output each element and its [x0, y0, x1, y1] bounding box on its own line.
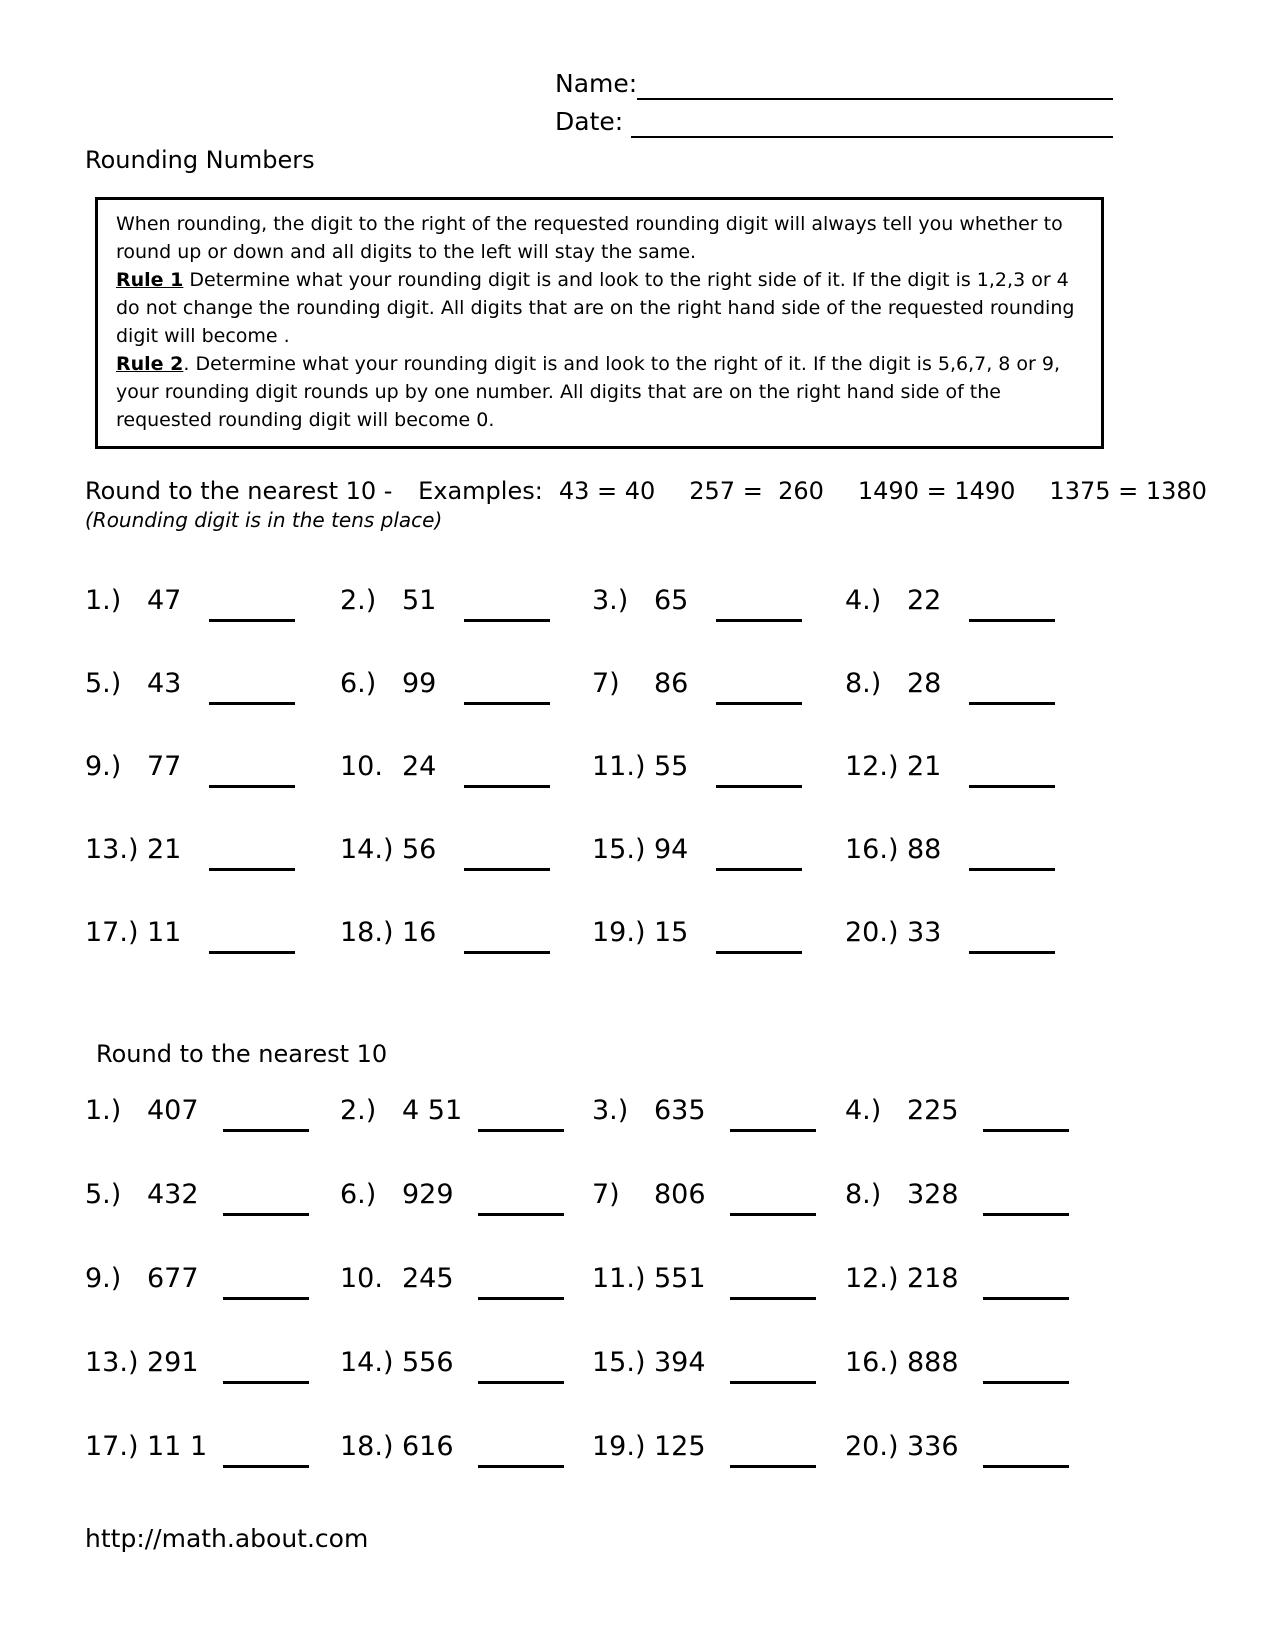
rules-intro: When rounding, the digit to the right of the requested rounding digit will always tell you whether to round up or down and all digits to the left will stay the same. — [116, 213, 1063, 263]
problem-value: 22 — [907, 585, 942, 616]
problem-number: 7) — [592, 1179, 620, 1210]
problem-number: 18.) — [340, 1431, 394, 1462]
problem-value: 929 — [402, 1179, 454, 1210]
problem-value: 65 — [654, 585, 689, 616]
rule-1-text: Determine what your rounding digit is and look to the right side of it. If the digit is 1,2,3 or 4 do not change the rounding digit. All digits that are on the right hand side of the requested rounding digit will become . — [116, 269, 1075, 347]
example-item: 1375 = 1380 — [1049, 477, 1207, 505]
problem-number: 13.) — [85, 1347, 139, 1378]
problem-number: 4.) — [845, 1095, 882, 1126]
problem-value: 43 — [147, 668, 182, 699]
problem-number: 5.) — [85, 1179, 122, 1210]
answer-blank[interactable] — [464, 834, 550, 871]
answer-blank[interactable] — [209, 751, 295, 788]
answer-blank[interactable] — [223, 1347, 309, 1384]
problem-number: 15.) — [592, 1347, 646, 1378]
rule-1 — [116, 266, 1085, 350]
problem-number: 7) — [592, 668, 620, 699]
example-item: 257 = 260 — [689, 477, 824, 505]
problem-value: 51 — [402, 585, 437, 616]
rule-1-label: Rule 1 — [116, 269, 184, 291]
answer-blank[interactable] — [730, 1347, 816, 1384]
answer-blank[interactable] — [464, 917, 550, 954]
problem-number: 12.) — [845, 1263, 899, 1294]
problem-item — [85, 751, 340, 834]
problem-item — [85, 1263, 340, 1347]
problem-item — [845, 751, 1100, 834]
problem-value: 55 — [654, 751, 689, 782]
problem-value: 47 — [147, 585, 182, 616]
problem-item — [592, 1347, 845, 1431]
problem-item — [85, 1347, 340, 1431]
problem-value: 551 — [654, 1263, 706, 1294]
problem-item — [845, 1095, 1100, 1179]
name-row — [555, 62, 1113, 100]
answer-blank[interactable] — [969, 751, 1055, 788]
problem-value: 432 — [147, 1179, 199, 1210]
answer-blank[interactable] — [478, 1263, 564, 1300]
name-label: Name: — [555, 69, 638, 98]
answer-blank[interactable] — [223, 1263, 309, 1300]
problem-item — [340, 1431, 592, 1515]
answer-blank[interactable] — [983, 1095, 1069, 1132]
problem-number: 9.) — [85, 1263, 122, 1294]
problem-value: 218 — [907, 1263, 959, 1294]
problem-value: 16 — [402, 917, 437, 948]
rule-2-label: Rule 2 — [116, 353, 184, 375]
problem-item — [85, 834, 340, 917]
problem-value: 407 — [147, 1095, 199, 1126]
problem-item — [85, 585, 340, 668]
problem-value: 88 — [907, 834, 942, 865]
problem-value: 21 — [907, 751, 942, 782]
problem-item — [340, 585, 592, 668]
name-blank-line[interactable] — [637, 68, 1113, 100]
problem-value: 616 — [402, 1431, 454, 1462]
problem-item — [340, 751, 592, 834]
answer-blank[interactable] — [464, 668, 550, 705]
rule-2 — [116, 350, 1085, 434]
answer-blank[interactable] — [730, 1095, 816, 1132]
problem-item — [845, 668, 1100, 751]
answer-blank[interactable] — [478, 1431, 564, 1468]
problem-item — [845, 585, 1100, 668]
date-row — [555, 100, 1113, 138]
source-url: http://math.about.com — [85, 1524, 369, 1553]
problem-item — [340, 917, 592, 1000]
problem-number: 10. — [340, 1263, 383, 1294]
problem-value: 225 — [907, 1095, 959, 1126]
problem-item — [592, 1179, 845, 1263]
section1-subheading: (Rounding digit is in the tens place) — [85, 508, 443, 532]
answer-blank[interactable] — [716, 834, 802, 871]
problem-number: 2.) — [340, 1095, 377, 1126]
answer-blank[interactable] — [464, 585, 550, 622]
problem-number: 11.) — [592, 751, 646, 782]
section1-problems — [85, 585, 1100, 1000]
problem-item — [340, 1263, 592, 1347]
answer-blank[interactable] — [969, 585, 1055, 622]
problem-number: 13.) — [85, 834, 139, 865]
problem-value: 635 — [654, 1095, 706, 1126]
answer-blank[interactable] — [716, 751, 802, 788]
problem-item — [340, 1347, 592, 1431]
answer-blank[interactable] — [223, 1431, 309, 1468]
problem-value: 94 — [654, 834, 689, 865]
problem-number: 6.) — [340, 1179, 377, 1210]
problem-value: 4 51 — [402, 1095, 463, 1126]
problem-number: 2.) — [340, 585, 377, 616]
problem-number: 9.) — [85, 751, 122, 782]
name-date-block — [555, 62, 1113, 138]
problem-number: 18.) — [340, 917, 394, 948]
problem-number: 19.) — [592, 1431, 646, 1462]
date-label: Date: — [555, 107, 624, 136]
rule-2-text: . Determine what your rounding digit is and look to the right of it. If the digit is 5,6,7, 8 or 9, your rounding digit rounds up by one number. All digits that are on the right hand side of the requested rounding digit will become 0. — [116, 353, 1061, 431]
problem-value: 888 — [907, 1347, 959, 1378]
problem-number: 1.) — [85, 585, 122, 616]
problem-number: 8.) — [845, 668, 882, 699]
example-item: 43 = 40 — [558, 477, 656, 505]
problem-item — [592, 1095, 845, 1179]
answer-blank[interactable] — [478, 1179, 564, 1216]
problem-number: 14.) — [340, 1347, 394, 1378]
problem-value: 21 — [147, 834, 182, 865]
problem-number: 16.) — [845, 1347, 899, 1378]
problem-value: 11 — [147, 917, 182, 948]
answer-blank[interactable] — [209, 668, 295, 705]
answer-blank[interactable] — [716, 668, 802, 705]
problem-value: 245 — [402, 1263, 454, 1294]
section2-heading: Round to the nearest 10 — [96, 1040, 388, 1068]
problem-value: 77 — [147, 751, 182, 782]
problem-number: 12.) — [845, 751, 899, 782]
problem-value: 125 — [654, 1431, 706, 1462]
answer-blank[interactable] — [969, 668, 1055, 705]
problem-item — [85, 1179, 340, 1263]
problem-item — [592, 668, 845, 751]
problem-number: 16.) — [845, 834, 899, 865]
problem-item — [592, 585, 845, 668]
answer-blank[interactable] — [716, 917, 802, 954]
problem-number: 17.) — [85, 917, 139, 948]
problem-item — [85, 917, 340, 1000]
answer-blank[interactable] — [464, 751, 550, 788]
problem-item — [340, 668, 592, 751]
problem-number: 6.) — [340, 668, 377, 699]
date-blank-line[interactable] — [631, 106, 1113, 138]
section1-heading-row — [85, 477, 1207, 505]
problem-value: 677 — [147, 1263, 199, 1294]
problem-value: 11 1 — [147, 1431, 208, 1462]
problem-number: 3.) — [592, 585, 629, 616]
problem-item — [845, 834, 1100, 917]
problem-item — [340, 1095, 592, 1179]
answer-blank[interactable] — [983, 1263, 1069, 1300]
problem-value: 24 — [402, 751, 437, 782]
problem-item — [592, 1431, 845, 1515]
problem-number: 8.) — [845, 1179, 882, 1210]
problem-value: 28 — [907, 668, 942, 699]
rules-box — [95, 197, 1104, 449]
answer-blank[interactable] — [209, 585, 295, 622]
problem-number: 17.) — [85, 1431, 139, 1462]
problem-item — [85, 668, 340, 751]
answer-blank[interactable] — [209, 834, 295, 871]
answer-blank[interactable] — [983, 1347, 1069, 1384]
answer-blank[interactable] — [478, 1095, 564, 1132]
problem-value: 806 — [654, 1179, 706, 1210]
page-title: Rounding Numbers — [85, 146, 315, 174]
problem-value: 99 — [402, 668, 437, 699]
answer-blank[interactable] — [983, 1431, 1069, 1468]
answer-blank[interactable] — [969, 834, 1055, 871]
problem-value: 56 — [402, 834, 437, 865]
problem-item — [340, 1179, 592, 1263]
answer-blank[interactable] — [223, 1179, 309, 1216]
problem-value: 328 — [907, 1179, 959, 1210]
problem-number: 1.) — [85, 1095, 122, 1126]
problem-number: 20.) — [845, 1431, 899, 1462]
problem-item — [845, 1179, 1100, 1263]
problem-number: 5.) — [85, 668, 122, 699]
problem-value: 394 — [654, 1347, 706, 1378]
problem-number: 11.) — [592, 1263, 646, 1294]
problem-value: 291 — [147, 1347, 199, 1378]
answer-blank[interactable] — [969, 917, 1055, 954]
problem-number: 3.) — [592, 1095, 629, 1126]
problem-item — [85, 1431, 340, 1515]
answer-blank[interactable] — [730, 1431, 816, 1468]
answer-blank[interactable] — [223, 1095, 309, 1132]
problem-number: 15.) — [592, 834, 646, 865]
problem-value: 86 — [654, 668, 689, 699]
answer-blank[interactable] — [730, 1263, 816, 1300]
problem-item — [592, 1263, 845, 1347]
problem-item — [592, 917, 845, 1000]
example-item: 1490 = 1490 — [857, 477, 1016, 505]
problem-item — [592, 834, 845, 917]
section2-problems — [85, 1095, 1100, 1515]
answer-blank[interactable] — [730, 1179, 816, 1216]
problem-item — [845, 1263, 1100, 1347]
problem-value: 556 — [402, 1347, 454, 1378]
problem-value: 15 — [654, 917, 689, 948]
problem-number: 10. — [340, 751, 383, 782]
problem-item — [592, 751, 845, 834]
problem-number: 4.) — [845, 585, 882, 616]
answer-blank[interactable] — [478, 1347, 564, 1384]
problem-number: 20.) — [845, 917, 899, 948]
problem-item — [85, 1095, 340, 1179]
problem-number: 14.) — [340, 834, 394, 865]
problem-item — [845, 1431, 1100, 1515]
problem-item — [845, 917, 1100, 1000]
problem-item — [340, 834, 592, 917]
problem-number: 19.) — [592, 917, 646, 948]
problem-item — [845, 1347, 1100, 1431]
answer-blank[interactable] — [983, 1179, 1069, 1216]
answer-blank[interactable] — [716, 585, 802, 622]
problem-value: 336 — [907, 1431, 959, 1462]
examples-label: Examples: — [418, 477, 543, 505]
answer-blank[interactable] — [209, 917, 295, 954]
problem-value: 33 — [907, 917, 942, 948]
section1-heading: Round to the nearest 10 - — [85, 477, 401, 505]
